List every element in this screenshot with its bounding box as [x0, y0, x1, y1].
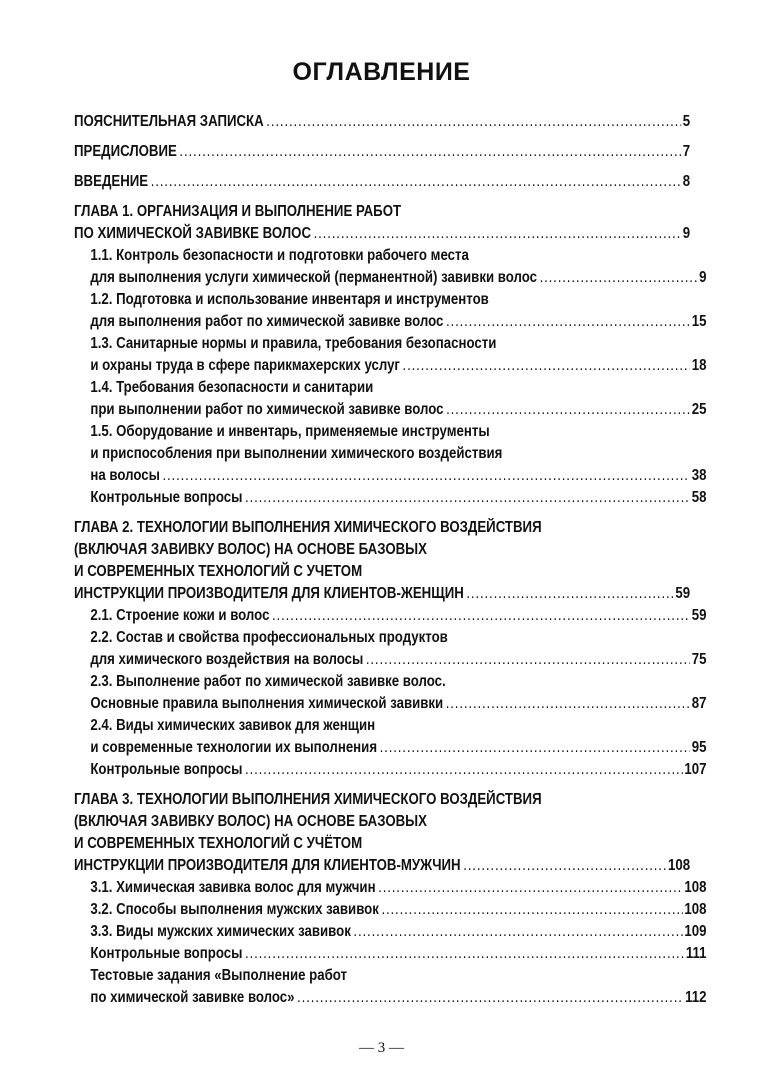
- toc-entry-title: ВВЕДЕНИЕ: [74, 173, 149, 190]
- toc-entry-explanatory-note[interactable]: [74, 111, 690, 133]
- dot-leader: [366, 649, 690, 671]
- toc-entry-title-line: ГЛАВА 3. ТЕХНОЛОГИИ ВЫПОЛНЕНИЯ ХИМИЧЕСКОГО ВОЗДЕЙСТВИЯ: [74, 791, 542, 808]
- page-number: 18: [691, 357, 707, 374]
- dot-leader: [446, 693, 690, 715]
- toc-entry-section-1-4[interactable]: [74, 377, 706, 421]
- toc-entry-chapter-3[interactable]: [74, 789, 690, 877]
- toc-entry-section-2-3[interactable]: [74, 671, 706, 715]
- toc-entry-title: для выполнения работ по химической завивке волос: [90, 313, 444, 330]
- dot-leader: [297, 987, 683, 1009]
- toc-entry-section-1-1[interactable]: [74, 245, 706, 289]
- toc-entry-title-line: и приспособления при выполнении химического воздействия: [90, 445, 503, 462]
- page-number: 108: [668, 857, 691, 874]
- page-number: 7: [682, 143, 691, 160]
- toc-entry-title: для химического воздействия на волосы: [90, 651, 364, 668]
- toc-entry-section-1-2[interactable]: [74, 289, 706, 333]
- dot-leader: [245, 759, 683, 781]
- page-folio: — 3 —: [359, 1040, 404, 1056]
- dot-leader: [162, 465, 690, 487]
- page-number: 107: [684, 761, 707, 778]
- dot-leader: [381, 899, 682, 921]
- page-number: 58: [691, 489, 707, 506]
- toc-entry-chapter-1[interactable]: [74, 201, 690, 245]
- toc-entry-title: на волосы: [90, 467, 160, 484]
- toc-entry-title-line: 1.5. Оборудование и инвентарь, применяемые инструменты: [90, 423, 490, 440]
- dot-leader: [380, 737, 690, 759]
- page-number: 25: [691, 401, 707, 418]
- toc-entry-preface[interactable]: [74, 141, 690, 163]
- dot-leader: [446, 311, 690, 333]
- toc-entry-section-3-3[interactable]: [74, 921, 706, 943]
- page-number: 9: [682, 225, 691, 242]
- toc-entry-review-questions-3[interactable]: [74, 943, 706, 965]
- toc-entry-review-questions-2[interactable]: [74, 759, 706, 781]
- toc-entry-section-1-5[interactable]: [74, 421, 706, 487]
- toc-entry-review-questions-1[interactable]: [74, 487, 706, 509]
- dot-leader: [245, 943, 684, 965]
- toc-entry-title: по химической завивке волос»: [90, 989, 295, 1006]
- toc-entry-title-line: ГЛАВА 1. ОРГАНИЗАЦИЯ И ВЫПОЛНЕНИЕ РАБОТ: [74, 203, 402, 220]
- toc-entry-title-line: 1.1. Контроль безопасности и подготовки рабочего места: [90, 247, 469, 264]
- dot-leader: [466, 583, 673, 605]
- toc-entry-title: ИНСТРУКЦИИ ПРОИЗВОДИТЕЛЯ ДЛЯ КЛИЕНТОВ-МУЖЧИН: [74, 857, 461, 874]
- dot-leader: [463, 855, 666, 877]
- page-number: 87: [691, 695, 707, 712]
- toc-entry-section-2-1[interactable]: [74, 605, 706, 627]
- page-number: 15: [691, 313, 707, 330]
- toc-entry-test-tasks[interactable]: [74, 965, 706, 1009]
- toc-entry-section-3-2[interactable]: [74, 899, 706, 921]
- toc-entry-title: 2.1. Строение кожи и волос: [90, 607, 270, 624]
- toc-entry-title-line: 1.3. Санитарные нормы и правила, требования безопасности: [90, 335, 497, 352]
- toc-entry-title-line: Тестовые задания «Выполнение работ: [90, 967, 348, 984]
- toc-entry-title: 3.1. Химическая завивка волос для мужчин: [90, 879, 376, 896]
- toc-entry-title: ПРЕДИСЛОВИЕ: [74, 143, 177, 160]
- dot-leader: [446, 399, 690, 421]
- toc-entry-title-line: 2.3. Выполнение работ по химической завивке волос.: [90, 673, 446, 690]
- page-number: 108: [684, 879, 707, 896]
- dot-leader: [266, 111, 681, 133]
- toc-entry-title-line: 2.2. Состав и свойства профессиональных продуктов: [90, 629, 448, 646]
- page-number: 5: [682, 113, 691, 130]
- page-number: 95: [691, 739, 707, 756]
- page-number: 112: [685, 989, 707, 1006]
- page-title: ОГЛАВЛЕНИЕ: [292, 58, 471, 86]
- toc-entry-title-line: И СОВРЕМЕННЫХ ТЕХНОЛОГИЙ С УЧЕТОМ: [74, 563, 363, 580]
- toc-entry-title: 3.2. Способы выполнения мужских завивок: [90, 901, 379, 918]
- toc-entry-title-line: ГЛАВА 2. ТЕХНОЛОГИИ ВЫПОЛНЕНИЯ ХИМИЧЕСКОГО ВОЗДЕЙСТВИЯ: [74, 519, 542, 536]
- toc-entry-title-line: 1.4. Требования безопасности и санитарии: [90, 379, 374, 396]
- toc-entry-title: и охраны труда в сфере парикмахерских услуг: [90, 357, 400, 374]
- toc-entry-title: при выполнении работ по химической завивке волос: [90, 401, 444, 418]
- toc-entry-title: и современные технологии их выполнения: [90, 739, 378, 756]
- page-number: 75: [691, 651, 707, 668]
- toc-entry-title: ИНСТРУКЦИИ ПРОИЗВОДИТЕЛЯ ДЛЯ КЛИЕНТОВ-ЖЕНЩИН: [74, 585, 464, 602]
- page-number: 38: [691, 467, 707, 484]
- dot-leader: [179, 141, 681, 163]
- page-number: 59: [691, 607, 707, 624]
- toc-entry-section-1-3[interactable]: [74, 333, 706, 377]
- toc-entry-title: ПОЯСНИТЕЛЬНАЯ ЗАПИСКА: [74, 113, 264, 130]
- dot-leader: [245, 487, 690, 509]
- dot-leader: [378, 877, 682, 899]
- dot-leader: [151, 171, 681, 193]
- page-number: 109: [684, 923, 707, 940]
- dot-leader: [314, 223, 681, 245]
- dot-leader: [540, 267, 698, 289]
- toc-entry-introduction[interactable]: [74, 171, 690, 193]
- table-of-contents: [74, 111, 707, 1009]
- dot-leader: [272, 605, 690, 627]
- toc-entry-title-line: (ВКЛЮЧАЯ ЗАВИВКУ ВОЛОС) НА ОСНОВЕ БАЗОВЫХ: [74, 813, 427, 830]
- toc-entry-title-line: 2.4. Виды химических завивок для женщин: [90, 717, 376, 734]
- dot-leader: [403, 355, 690, 377]
- toc-entry-section-2-2[interactable]: [74, 627, 706, 671]
- page-number: 108: [684, 901, 707, 918]
- dot-leader: [353, 921, 682, 943]
- toc-entry-title-line: И СОВРЕМЕННЫХ ТЕХНОЛОГИЙ С УЧЁТОМ: [74, 835, 363, 852]
- toc-entry-title: Основные правила выполнения химической завивки: [90, 695, 444, 712]
- toc-entry-title-line: (ВКЛЮЧАЯ ЗАВИВКУ ВОЛОС) НА ОСНОВЕ БАЗОВЫХ: [74, 541, 427, 558]
- page-number: 9: [699, 269, 707, 286]
- page-number: 59: [675, 585, 691, 602]
- toc-entry-chapter-2[interactable]: [74, 517, 690, 605]
- toc-entry-section-2-4[interactable]: [74, 715, 706, 759]
- toc-entry-section-3-1[interactable]: [74, 877, 706, 899]
- page-number: 8: [682, 173, 691, 190]
- toc-entry-title: Контрольные вопросы: [90, 761, 243, 778]
- page-number: 111: [685, 945, 707, 962]
- toc-entry-title-line: 1.2. Подготовка и использование инвентаря и инструментов: [90, 291, 489, 308]
- toc-entry-title: Контрольные вопросы: [90, 945, 243, 962]
- toc-entry-title: 3.3. Виды мужских химических завивок: [90, 923, 351, 940]
- toc-entry-title: ПО ХИМИЧЕСКОЙ ЗАВИВКЕ ВОЛОС: [74, 225, 312, 242]
- toc-entry-title: для выполнения услуги химической (перманентной) завивки волос: [90, 269, 537, 286]
- toc-entry-title: Контрольные вопросы: [90, 489, 243, 506]
